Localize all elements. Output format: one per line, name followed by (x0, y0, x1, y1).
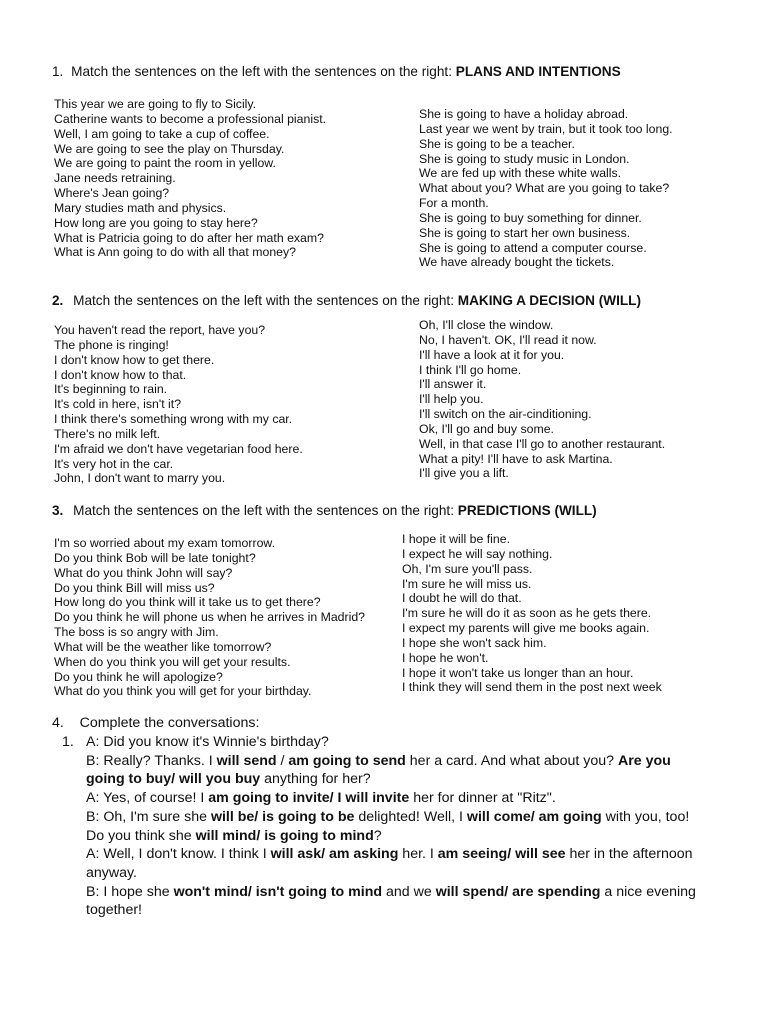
list-item: Mary studies math and physics. (54, 200, 227, 215)
conversation-text: / (276, 752, 289, 769)
answer-choice: will be/ is going to be (210, 808, 355, 825)
conversation-line (86, 808, 708, 845)
list-item: Do you think Bob will be late tonight? (54, 550, 256, 565)
conversation-line (86, 883, 708, 920)
conversation-line (86, 845, 708, 882)
list-item: What will be the weather like tomorrow? (54, 639, 272, 654)
conversation-text: ? (373, 827, 382, 844)
conversation-body (86, 733, 708, 920)
section-2-heading (52, 292, 641, 310)
list-item: I think I'll go home. (419, 362, 522, 377)
list-item: What do you think you will get for your birthday. (54, 684, 312, 699)
conversation-text: A: Did you know it's Winnie's birthday? (86, 734, 329, 750)
list-item: The boss is so angry with Jim. (54, 625, 219, 640)
section-2-left-list (54, 323, 303, 486)
list-item: I don't know how to get there. (54, 352, 215, 367)
list-item: Oh, I'm sure you'll pass. (402, 561, 533, 576)
answer-choice: will spend/ are spending (435, 883, 601, 900)
list-item: I'll help you. (419, 392, 484, 407)
conversation-text: anything for her? (260, 771, 371, 788)
list-item: There's no milk left. (54, 426, 161, 441)
conversation-line (86, 789, 708, 808)
list-item: The phone is ringing! (54, 337, 169, 352)
list-item: Well, in that case I'll go to another restaurant. (419, 436, 666, 451)
list-item: What about you? What are you going to take? (419, 181, 670, 196)
answer-choice: will come/ am going (466, 808, 602, 825)
answer-choice: will ask/ am asking (270, 846, 399, 863)
section-number: 1. (52, 64, 64, 79)
list-item: It's very hot in the car. (54, 456, 174, 471)
list-item: I'll switch on the air-cinditioning. (419, 407, 592, 422)
list-item: We are fed up with these white walls. (419, 166, 622, 181)
conversation-text: B: Really? Thanks. I (86, 752, 217, 769)
list-item: We have already bought the tickets. (419, 255, 615, 270)
conversation-text: her a card. And what about you? (405, 752, 619, 769)
list-item: I don't know how to that. (54, 367, 187, 382)
section-number: 2. (52, 293, 64, 308)
list-item: It's cold in here, isn't it? (54, 397, 182, 412)
conversation-text: her. I (398, 846, 438, 863)
list-item: Do you think he will phone us when he arrives in Madrid? (54, 610, 366, 625)
list-item: John, I don't want to marry you. (54, 471, 226, 486)
list-item: She is going to have a holiday abroad. (419, 107, 629, 121)
conversation-text: a nice evening together! (86, 883, 696, 919)
answer-choice: am going to send (288, 752, 406, 769)
list-item: You haven't read the report, have you? (54, 323, 266, 337)
list-item: I'll give you a lift. (419, 466, 509, 481)
conversation-text: A: Well, I don't know. I think I (86, 846, 271, 863)
conversation-text: with you, too! Do you think she (86, 808, 690, 844)
list-item: I think they will send them in the post next week (402, 680, 662, 695)
conversation-text: B: Oh, I'm sure she (86, 808, 211, 825)
conversation-text: delighted! Well, I (354, 808, 467, 825)
answer-choice: will mind/ is going to mind (195, 827, 374, 844)
list-item: I hope she won't sack him. (402, 635, 547, 650)
list-item: I'm so worried about my exam tomorrow. (54, 536, 276, 550)
conversation-text: her in the afternoon anyway. (86, 846, 693, 881)
list-item: I'm sure he will do it as soon as he gets there. (402, 606, 652, 621)
list-item: For a month. (419, 196, 489, 211)
list-item: We are going to paint the room in yellow. (54, 156, 276, 171)
list-item: I hope it won't take us longer than an hour. (402, 665, 634, 680)
list-item: This year we are going to fly to Sicily. (54, 97, 257, 111)
conversation-text: and we (382, 883, 436, 900)
list-item: Well, I am going to take a cup of coffee. (54, 126, 270, 141)
conversation-text: her for dinner at "Ritz". (409, 790, 556, 807)
conversation-number: 1. (62, 734, 74, 750)
section-instruction: Match the sentences on the left with the sentences on the right: (73, 503, 458, 518)
list-item: She is going to study music in London. (419, 151, 630, 166)
answer-choice: Are you going to buy/ will you buy (86, 752, 671, 788)
section-1-right-list (419, 107, 673, 270)
list-item: I hope he won't. (402, 650, 489, 665)
list-item: What do you think John will say? (54, 565, 233, 580)
list-item: Ok, I'll go and buy some. (419, 421, 554, 436)
list-item: I expect he will say nothing. (402, 546, 553, 561)
answer-choice: won't mind/ isn't going to mind (173, 883, 383, 900)
list-item: I doubt he will do that. (402, 591, 522, 606)
section-2-right-list (419, 318, 665, 481)
section-1-left-list (54, 97, 326, 260)
list-item: Do you think he will apologize? (54, 669, 223, 684)
list-item: It's beginning to rain. (54, 382, 168, 397)
answer-choice: will send (216, 752, 277, 769)
list-item: Last year we went by train, but it took too long. (419, 121, 673, 136)
section-1-heading (52, 63, 621, 81)
conversation-text: B: I hope she (86, 883, 174, 900)
list-item: Where's Jean going? (54, 186, 170, 201)
answer-choice: am going to invite/ I will invite (208, 790, 410, 807)
list-item: Do you think Bill will miss us? (54, 580, 215, 595)
list-item: I'm afraid we don't have vegetarian food here. (54, 441, 303, 456)
list-item: I hope it will be fine. (402, 532, 511, 546)
section-4-heading: 4. Complete the conversations: (52, 715, 260, 731)
section-3-right-list (402, 532, 662, 695)
conversation-line (86, 733, 708, 752)
answer-choice: am seeing/ will see (437, 846, 566, 863)
list-item: What a pity! I'll have to ask Martina. (419, 451, 613, 466)
list-item: When do you think you will get your results. (54, 654, 291, 669)
list-item: Catherine wants to become a professional pianist. (54, 111, 327, 126)
list-item: No, I haven't. OK, I'll read it now. (419, 332, 597, 347)
list-item: Jane needs retraining. (54, 171, 176, 186)
section-3-heading (52, 502, 597, 520)
conversation-text: A: Yes, of course! I (86, 790, 209, 807)
list-item: How long do you think will it take us to get there? (54, 595, 321, 610)
list-item: I expect my parents will give me books again. (402, 621, 650, 636)
section-topic: PLANS AND INTENTIONS (455, 64, 621, 79)
conversation-line (86, 752, 708, 789)
section-topic: PREDICTIONS (WILL) (457, 503, 597, 518)
list-item: She is going to start her own business. (419, 225, 631, 240)
list-item: What is Ann going to do with all that money? (54, 245, 296, 260)
list-item: Oh, I'll close the window. (419, 318, 554, 332)
list-item: She is going to be a teacher. (419, 136, 575, 151)
section-instruction: Match the sentences on the left with the sentences on the right: (73, 293, 458, 308)
list-item: She is going to attend a computer course. (419, 240, 647, 255)
list-item: She is going to buy something for dinner. (419, 210, 642, 225)
section-3-left-list (54, 536, 365, 699)
list-item: We are going to see the play on Thursday. (54, 141, 285, 156)
list-item: I think there's something wrong with my car. (54, 412, 293, 427)
list-item: I'll have a look at it for you. (419, 347, 565, 362)
list-item: What is Patricia going to do after her math exam? (54, 230, 324, 245)
list-item: I'll answer it. (419, 377, 487, 392)
section-topic: MAKING A DECISION (WILL) (457, 293, 642, 308)
list-item: I'm sure he will miss us. (402, 576, 532, 591)
section-number: 3. (52, 503, 64, 518)
list-item: How long are you going to stay here? (54, 215, 258, 230)
section-instruction: Match the sentences on the left with the sentences on the right: (71, 64, 456, 79)
